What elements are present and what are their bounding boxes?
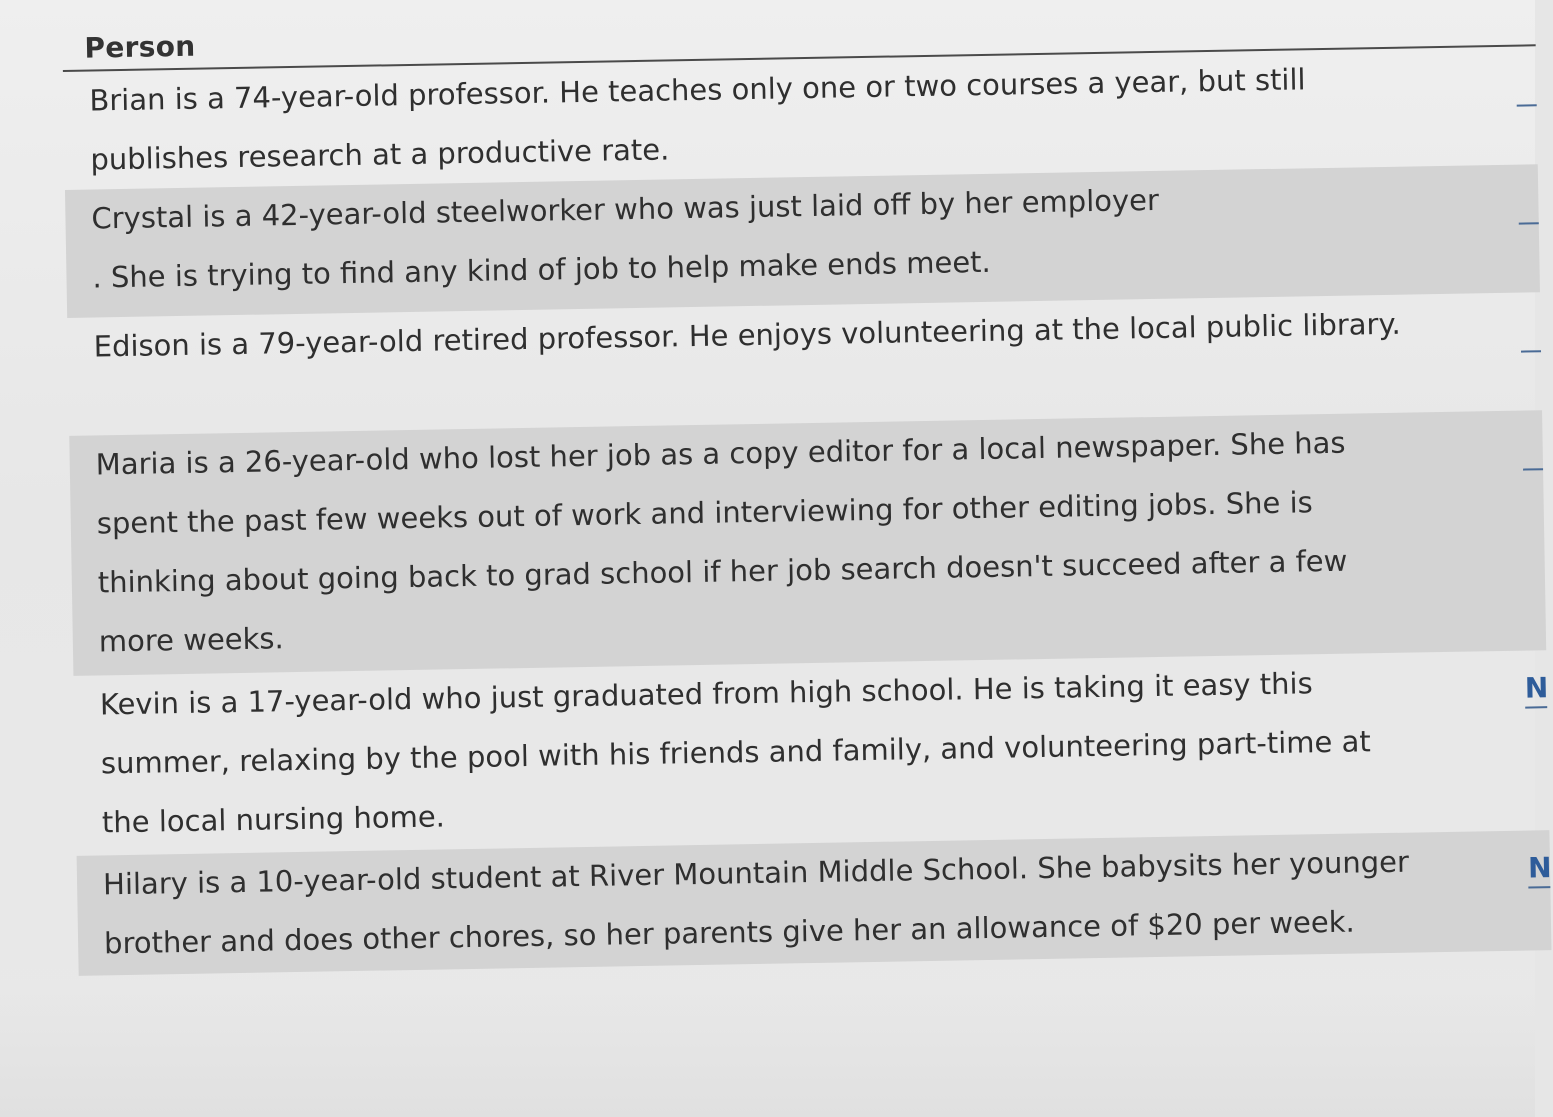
answer-field[interactable] (1519, 222, 1539, 224)
table-row (77, 830, 1552, 976)
answer-field[interactable] (1523, 468, 1543, 470)
person-table-panel (62, 0, 1552, 1000)
table-row (69, 410, 1546, 676)
background-shade (0, 977, 1535, 1117)
answer-field[interactable]: N (1525, 672, 1548, 708)
column-header-person: Person (84, 29, 196, 65)
table-row (65, 164, 1540, 318)
person-description: Kevin is a 17-year-old who just graduated from high school. He is taking it easy this summer, relaxing by the pool with his friends and family, and volunteering part-time at the local nursing home. (99, 666, 1381, 840)
answer-field[interactable] (1517, 104, 1537, 106)
answer-field[interactable]: N (1528, 852, 1551, 888)
person-description: Brian is a 74-year-old professor. He teaches only one or two courses a year, but still publishes research at a productive rate. (89, 62, 1316, 177)
table-row (73, 650, 1549, 856)
person-description: Crystal is a 42-year-old steelworker who was just laid off by her employer . She is trying to find any kind of job to help make ends meet. (91, 182, 1160, 295)
person-description: Edison is a 79-year-old retired professor. He enjoys volunteering at the local public library. (93, 306, 1401, 364)
person-description: Hilary is a 10-year-old student at River Mountain Middle School. She babysits her younger brother and does other chores, so her parents give her an allowance of $20 per week. (102, 844, 1419, 961)
person-table (63, 46, 1552, 976)
person-description: Maria is a 26-year-old who lost her job as a copy editor for a local newspaper. She has spent the past few weeks out of work and interviewing for other editing jobs. She is thinking about going back to grad school if her job search doesn't succeed after a few more weeks. (95, 425, 1357, 659)
answer-field[interactable] (1521, 350, 1541, 352)
